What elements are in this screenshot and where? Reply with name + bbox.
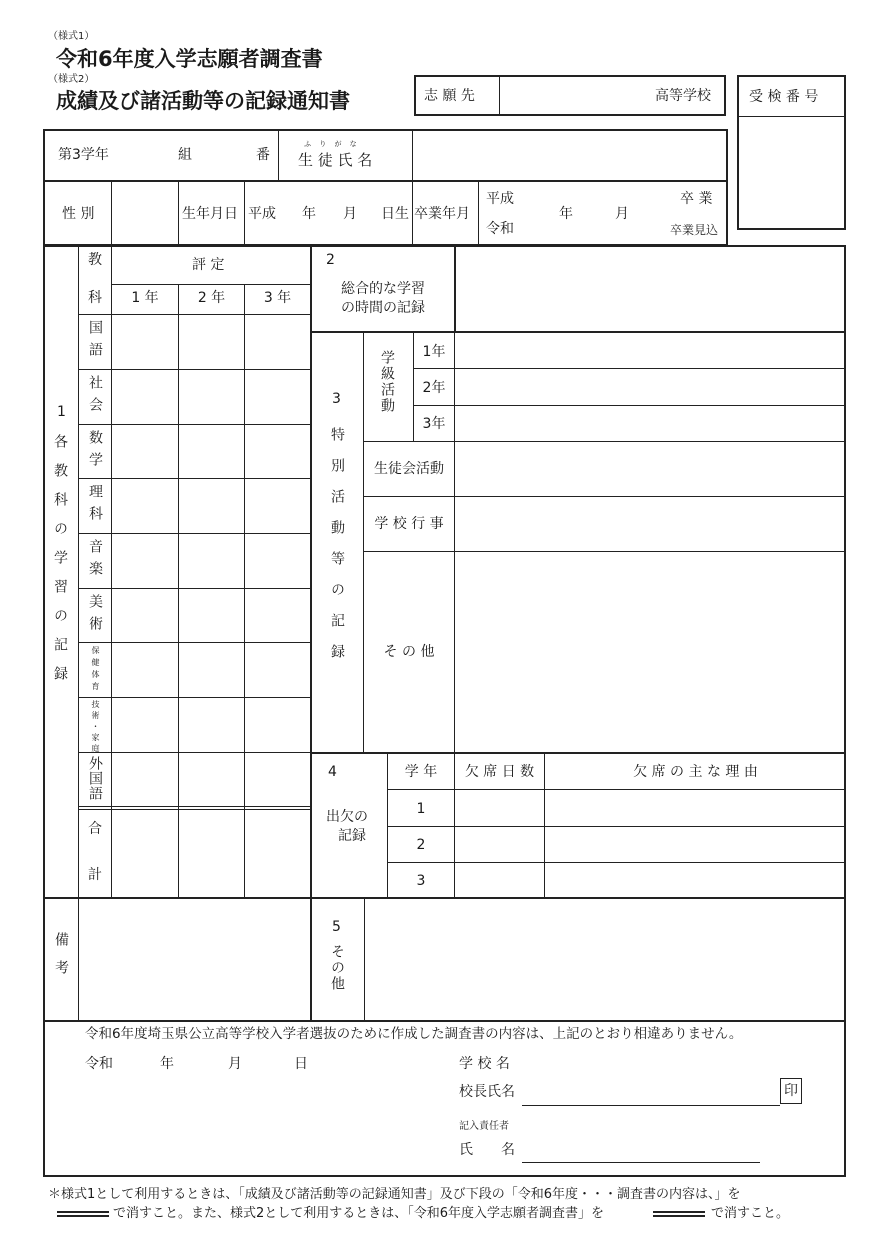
subject-sugaku: 数学 <box>87 430 103 474</box>
footnote-line1: ＊様式1として利用するときは、「成績及び諸活動等の記録通知書」及び下段の「令和6年度・・・調査書の内容は、」を <box>48 1187 741 1202</box>
cert-date-month: 月 <box>228 1056 242 1072</box>
footnote-line2a: で消すこと。また、様式2として利用するときは、「令和6年度入学志願者調査書」を <box>113 1206 605 1221</box>
seal-label: 印 <box>784 1083 798 1099</box>
shigan-label: 志 願 先 <box>424 88 475 104</box>
grad-year: 年 <box>559 206 573 222</box>
class-activity-year3-field[interactable] <box>456 407 844 440</box>
school-suffix: 高等学校 <box>655 88 711 104</box>
ka-label: 科 <box>88 290 102 306</box>
absent-days-year1-field[interactable] <box>456 791 543 825</box>
student-name-field[interactable] <box>414 131 726 179</box>
subject-gaikokugo: 外国語 <box>87 756 103 801</box>
student-council-label: 生徒会活動 <box>374 461 444 477</box>
furigana-label: ふ り が な <box>304 140 360 148</box>
form2-tag: （様式2） <box>48 74 95 85</box>
double-line-mark-2 <box>653 1211 705 1217</box>
absent-days-year3-field[interactable] <box>456 864 543 898</box>
birth-era: 平成 <box>248 206 276 222</box>
kyo-label: 教 <box>88 252 102 268</box>
section3-other-label: そ の 他 <box>383 644 435 660</box>
total-label-2: 計 <box>88 867 102 883</box>
total-label-1: 合 <box>88 821 102 837</box>
section5-num: 5 <box>332 919 341 935</box>
class-year-3: 3年 <box>422 416 446 432</box>
cert-date-day: 日 <box>294 1056 308 1072</box>
section5-label: その他 <box>329 944 345 992</box>
cert-date-era: 令和 <box>85 1056 113 1072</box>
grad-era-heisei: 平成 <box>486 191 514 207</box>
attendance-row-2: 2 <box>416 837 426 853</box>
class-year-1: 1年 <box>422 344 446 360</box>
double-line-mark-1 <box>57 1211 109 1217</box>
grade-col-2: 2 年 <box>197 290 226 306</box>
section2-field[interactable] <box>457 247 844 330</box>
section4-num: 4 <box>328 764 337 780</box>
section5-field[interactable] <box>366 901 844 1019</box>
section4-title-2: 記録 <box>338 828 366 844</box>
ban-label: 番 <box>256 147 270 163</box>
section2-title-1: 総合的な学習 <box>341 281 425 297</box>
subject-shakai: 社会 <box>87 375 103 419</box>
principal-label: 校長氏名 <box>459 1084 515 1100</box>
birth-day: 日生 <box>381 206 409 222</box>
form1-tag: （様式1） <box>48 31 95 42</box>
attendance-col-reason: 欠 席 の 主 な 理 由 <box>633 764 758 780</box>
absent-reason-year1-field[interactable] <box>546 791 844 825</box>
sex-field[interactable] <box>113 184 177 244</box>
class-activity-year2-field[interactable] <box>456 370 844 404</box>
grad-status-graduated: 卒 業 <box>680 191 713 207</box>
subject-rika: 理科 <box>87 484 103 528</box>
biko-field[interactable] <box>80 901 309 1019</box>
juken-number-field[interactable] <box>740 118 843 227</box>
subject-kokugo: 国語 <box>87 320 103 364</box>
student-council-field[interactable] <box>456 443 844 495</box>
birth-year: 年 <box>302 206 316 222</box>
recorder-name-field[interactable] <box>522 1138 758 1161</box>
juken-label: 受 検 番 号 <box>749 89 819 105</box>
footnote-line2b: で消すこと。 <box>711 1206 790 1221</box>
class-activity-year1-field[interactable] <box>456 335 844 367</box>
recorder-name-label: 氏 名 <box>459 1142 515 1158</box>
section4-title-1: 出欠の <box>326 809 368 825</box>
form2-title: 成績及び諸活動等の記録通知書 <box>56 89 350 113</box>
grade-col-3: 3 年 <box>263 290 292 306</box>
section2-title-2: の時間の記録 <box>341 300 425 316</box>
certification-statement: 令和6年度埼玉県公立高等学校入学者選抜のために作成した調査書の内容は、上記のとおり相違ありません。 <box>85 1026 743 1042</box>
subject-hoken-taiiku: 保健体育 <box>91 646 100 694</box>
cert-date-year: 年 <box>160 1056 174 1072</box>
grade-label: 第3学年 <box>58 147 109 163</box>
kumi-label: 組 <box>178 147 192 163</box>
shigan-school-field[interactable] <box>502 78 652 113</box>
subject-ongaku: 音楽 <box>87 539 103 583</box>
school-events-label: 学 校 行 事 <box>374 516 444 532</box>
section3-other-field[interactable] <box>456 553 844 751</box>
grad-status-expected: 卒業見込 <box>670 223 719 237</box>
hyotei-label: 評 定 <box>192 257 225 273</box>
grad-era-reiwa: 令和 <box>486 221 514 237</box>
grad-label: 卒業年月 <box>414 206 470 222</box>
school-events-field[interactable] <box>456 498 844 550</box>
school-name-label: 学 校 名 <box>459 1056 510 1072</box>
biko-label: 備考 <box>53 932 69 988</box>
form1-title: 令和6年度入学志願者調査書 <box>56 47 323 71</box>
grad-month: 月 <box>615 206 629 222</box>
class-activity-label: 学級活動 <box>379 350 395 414</box>
attendance-col-absent-days: 欠 席 日 数 <box>464 764 535 780</box>
principal-name-field[interactable] <box>522 1080 778 1104</box>
absent-reason-year2-field[interactable] <box>546 828 844 861</box>
subject-bijutsu: 美術 <box>87 594 103 638</box>
absent-reason-year3-field[interactable] <box>546 864 844 898</box>
attendance-row-1: 1 <box>416 801 426 817</box>
class-year-2: 2年 <box>422 380 446 396</box>
sex-label: 性 別 <box>62 206 95 222</box>
absent-days-year2-field[interactable] <box>456 828 543 861</box>
subject-gijutsu-katei: 技術・家庭 <box>91 700 100 755</box>
section1-num: 1 <box>57 404 66 420</box>
section3-num: 3 <box>332 391 341 407</box>
section1-title: 各教科の学習の記録 <box>52 434 68 695</box>
grade-col-1: 1 年 <box>131 290 159 306</box>
recorder-label: 記入責任者 <box>459 1121 509 1132</box>
section3-title: 特別活動等の記録 <box>329 427 345 675</box>
attendance-row-3: 3 <box>416 873 426 889</box>
name-label: 生 徒 氏 名 <box>298 151 373 169</box>
section2-num: 2 <box>326 252 335 268</box>
birth-month: 月 <box>343 206 357 222</box>
attendance-col-year: 学 年 <box>404 764 438 780</box>
birth-label: 生年月日 <box>182 206 238 222</box>
